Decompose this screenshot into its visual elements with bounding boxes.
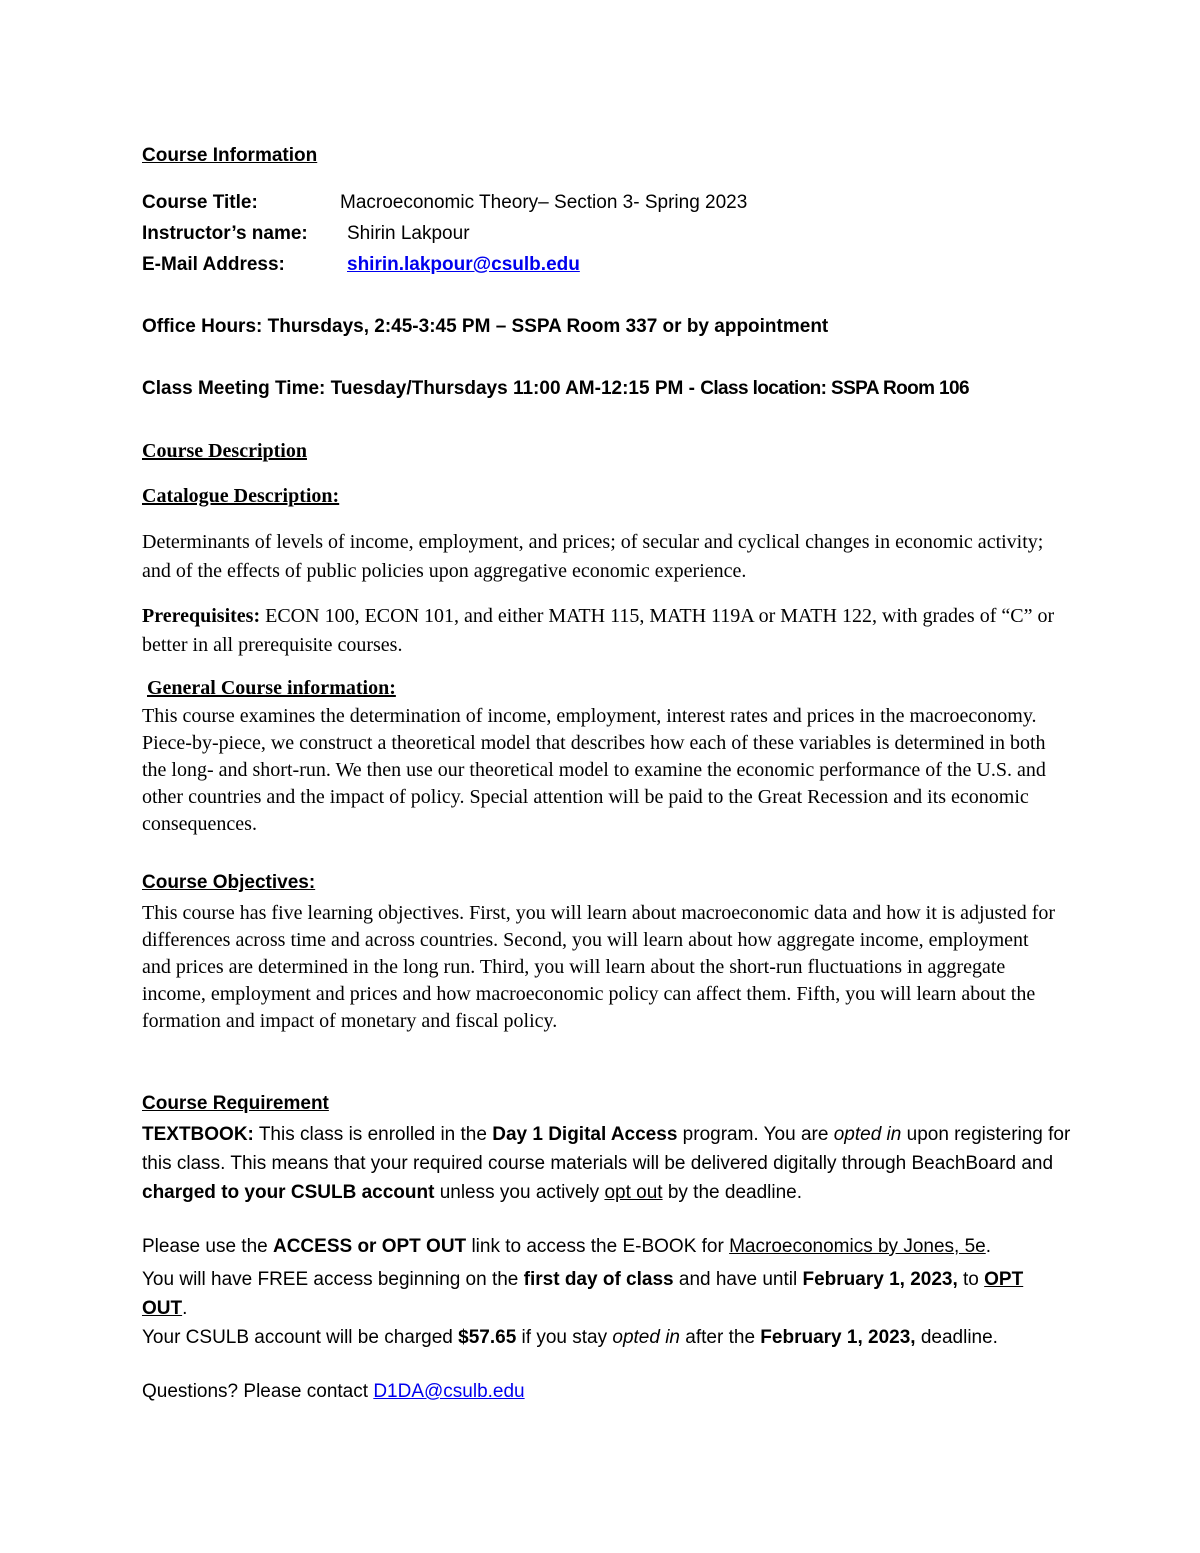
textbook-title: Macroeconomics by Jones, 5e bbox=[729, 1236, 986, 1257]
course-title-value: Macroeconomic Theory– Section 3- Spring 2023 bbox=[340, 192, 748, 213]
deadline-date: February 1, 2023, bbox=[802, 1269, 958, 1290]
course-description-heading: Course Description bbox=[142, 440, 307, 462]
course-objectives-heading: Course Objectives: bbox=[142, 872, 316, 893]
charge-deadline-date: February 1, 2023, bbox=[760, 1327, 916, 1348]
course-objectives-text: This course has five learning objectives. First, you will learn about macroeconomic data and how it is adjusted for differences across time and across countries. Second, you will learn about how aggregate income, employment and prices are determined in the long run. Third, you will learn about the short-run fluctuations in aggregate income, employment and prices and how macroeconomic policy can affect them. Fifth, you will learn about the formation and impact of monetary and fiscal policy. bbox=[142, 902, 1056, 1032]
free-text-4: . bbox=[182, 1298, 188, 1319]
questions-text: Questions? Please contact bbox=[142, 1381, 374, 1402]
instructor-value: Shirin Lakpour bbox=[347, 223, 470, 244]
catalogue-description-text: Determinants of levels of income, employment, and prices; of secular and cyclical changes in economic activity; and of the effects of public policies upon aggregative economic experience. bbox=[142, 531, 1044, 582]
prerequisites-paragraph bbox=[142, 602, 1062, 660]
opt-out-bold: OPT OUT bbox=[142, 1269, 1024, 1319]
textbook-text-3: upon registering for this class. This means that your required course materials will be delivered digitally through BeachBoard and bbox=[142, 1124, 1071, 1174]
first-day-of-class: first day of class bbox=[523, 1269, 674, 1290]
textbook-paragraph bbox=[142, 1120, 1072, 1207]
access-text-1: Please use the bbox=[142, 1236, 273, 1257]
instructor-label: Instructor’s name: bbox=[142, 223, 308, 244]
opted-in-italic-2: opted in bbox=[612, 1327, 681, 1348]
day1-digital-access: Day 1 Digital Access bbox=[492, 1124, 678, 1145]
free-text-2: and have until bbox=[673, 1269, 803, 1290]
class-meeting-line bbox=[142, 378, 969, 400]
charge-text-4: deadline. bbox=[915, 1327, 998, 1348]
opted-in-italic: opted in bbox=[833, 1124, 902, 1145]
access-text-2: link to access the E-BOOK for bbox=[466, 1236, 730, 1257]
access-paragraph bbox=[142, 1236, 991, 1258]
access-or-opt-out: ACCESS or OPT OUT bbox=[272, 1236, 467, 1257]
free-text-1: You will have FREE access beginning on the bbox=[142, 1269, 524, 1290]
charge-text-1: Your CSULB account will be charged bbox=[142, 1327, 459, 1348]
textbook-label: TEXTBOOK: bbox=[142, 1124, 254, 1145]
free-text-3: to bbox=[957, 1269, 985, 1290]
course-title-label: Course Title: bbox=[142, 192, 258, 213]
catalogue-description-heading: Catalogue Description: bbox=[142, 485, 340, 507]
access-text-3: . bbox=[985, 1236, 992, 1257]
instructor-email-link[interactable]: shirin.lakpour@csulb.edu bbox=[347, 254, 580, 275]
textbook-text-5: by the deadline. bbox=[662, 1182, 803, 1203]
textbook-text-2: program. You are bbox=[677, 1124, 834, 1145]
charge-paragraph bbox=[142, 1323, 1042, 1352]
prerequisites-text: ECON 100, ECON 101, and either MATH 115, MATH 119A or MATH 122, with grades of “C” or better in all prerequisite courses. bbox=[142, 605, 1055, 656]
textbook-text-1: This class is enrolled in the bbox=[253, 1124, 493, 1145]
email-label: E-Mail Address: bbox=[142, 254, 285, 275]
class-location: Class location: SSPA Room 106 bbox=[700, 378, 969, 399]
textbook-text-4: unless you actively bbox=[434, 1182, 605, 1203]
office-hours: Office Hours: Thursdays, 2:45-3:45 PM – SSPA Room 337 or by appointment bbox=[142, 316, 829, 337]
free-access-paragraph bbox=[142, 1265, 1072, 1323]
charge-text-2: if you stay bbox=[516, 1327, 613, 1348]
prerequisites-label: Prerequisites: bbox=[142, 605, 261, 627]
general-course-information-heading: General Course information: bbox=[147, 677, 396, 699]
charge-text-3: after the bbox=[680, 1327, 761, 1348]
d1da-email-link[interactable]: D1DA@csulb.edu bbox=[373, 1381, 525, 1402]
general-course-information-text: This course examines the determination of income, employment, interest rates and prices in the macroeconomy. Piece-by-piece, we construct a theoretical model that describes how each of these variables is determined in both the long- and short-run. We then use our theoretical model to examine the economic performance of the U.S. and other countries and the impact of policy. Special attention will be paid to the Great Recession and its economic consequences. bbox=[142, 705, 1046, 835]
charged-to-account: charged to your CSULB account bbox=[142, 1182, 435, 1203]
questions-paragraph bbox=[142, 1381, 525, 1403]
class-meeting-time: Class Meeting Time: Tuesday/Thursdays 11:00 AM-12:15 PM - bbox=[142, 378, 701, 399]
charge-amount: $57.65 bbox=[458, 1327, 517, 1348]
course-requirement-heading: Course Requirement bbox=[142, 1093, 329, 1114]
opt-out-underlined: opt out bbox=[604, 1182, 663, 1203]
course-information-heading: Course Information bbox=[142, 145, 318, 166]
